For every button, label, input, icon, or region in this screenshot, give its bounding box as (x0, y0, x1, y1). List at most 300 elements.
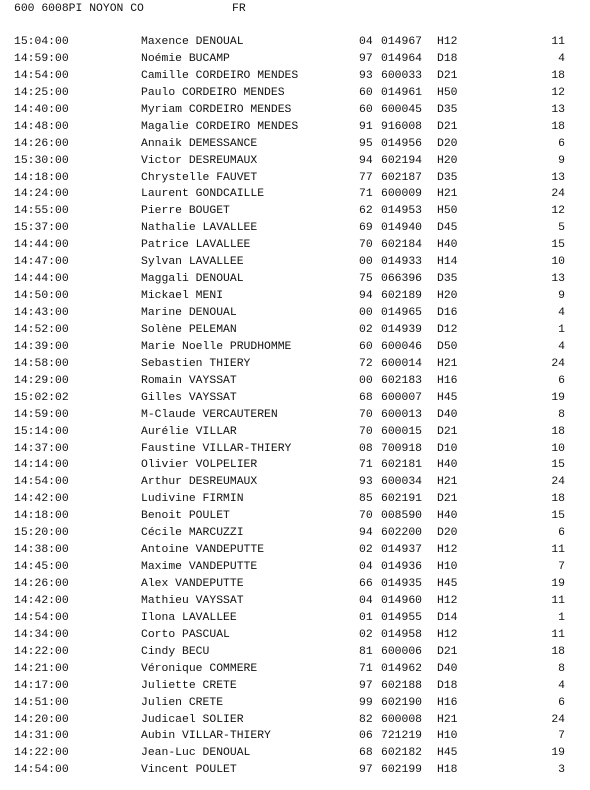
category-code: H14 (437, 256, 458, 269)
competitor-name: Antoine VANDEPUTTE (141, 544, 265, 557)
competitor-name: Solène PELEMAN (141, 323, 237, 336)
competitor-name: Marie Noelle PRUDHOMME (141, 340, 292, 353)
start-time: 15:30:00 (14, 154, 69, 167)
category-code: D21 (437, 493, 458, 506)
license-number: 721219 (381, 730, 423, 743)
category-code: H12 (437, 628, 458, 641)
category-code: D45 (437, 222, 458, 235)
points-value: 4 (558, 307, 565, 319)
license-number: 600015 (381, 425, 423, 438)
points-value: 11 (551, 628, 565, 641)
table-row (0, 762, 590, 779)
points-value: 6 (558, 696, 565, 709)
category-code: D40 (437, 408, 458, 421)
license-number: 602199 (381, 764, 423, 777)
license-number: 014935 (381, 578, 423, 590)
table-row (0, 203, 590, 220)
department-code: 62 (359, 205, 373, 218)
table-row (0, 424, 590, 441)
table-row (0, 85, 590, 102)
country-code: FR (232, 3, 246, 15)
points-value: 6 (558, 374, 565, 387)
start-time: 14:59:00 (14, 52, 69, 65)
start-time: 14:45:00 (14, 561, 69, 574)
table-row (0, 712, 590, 729)
competitor-name: Julien CRETE (141, 696, 224, 709)
competitor-name: Mathieu VAYSSAT (141, 594, 244, 607)
category-code: D21 (437, 645, 458, 658)
table-row (0, 678, 590, 695)
table-row (0, 102, 590, 119)
table-row (0, 322, 590, 339)
category-code: H20 (437, 154, 458, 167)
license-number: 700918 (381, 442, 423, 455)
license-number: 014965 (381, 307, 423, 319)
department-code: 00 (359, 307, 373, 319)
license-number: 014956 (381, 137, 423, 150)
club-code-name: 600 6008PI NOYON CO (14, 3, 144, 15)
start-time: 14:50:00 (14, 290, 69, 303)
category-code: H20 (437, 290, 458, 303)
license-number: 014933 (381, 256, 423, 269)
category-code: D20 (437, 137, 458, 150)
competitor-name: Myriam CORDEIRO MENDES (141, 103, 292, 116)
start-time: 14:59:00 (14, 408, 69, 421)
start-time: 15:14:00 (14, 425, 69, 438)
license-number: 014955 (381, 611, 423, 624)
table-row (0, 610, 590, 627)
table-row (0, 491, 590, 508)
department-code: 66 (359, 578, 373, 590)
department-code: 71 (359, 188, 373, 201)
category-code: D10 (437, 442, 458, 455)
points-value: 13 (551, 103, 565, 116)
points-value: 19 (551, 747, 565, 760)
department-code: 93 (359, 476, 373, 489)
table-row (0, 220, 590, 237)
table-row (0, 305, 590, 322)
table-row (0, 339, 590, 356)
table-row (0, 170, 590, 187)
license-number: 602194 (381, 154, 423, 167)
license-number: 602187 (381, 171, 423, 184)
category-code: H50 (437, 205, 458, 218)
start-time: 14:44:00 (14, 239, 69, 252)
start-time: 14:18:00 (14, 171, 69, 184)
points-value: 6 (558, 137, 565, 150)
license-number: 600013 (381, 408, 423, 421)
license-number: 600008 (381, 713, 423, 726)
competitor-name: Noémie BUCAMP (141, 52, 230, 65)
table-row (0, 457, 590, 474)
department-code: 69 (359, 222, 373, 235)
category-code: D21 (437, 425, 458, 438)
category-code: H18 (437, 764, 458, 777)
competitor-name: Sylvan LAVALLEE (141, 256, 244, 269)
category-code: H12 (437, 544, 458, 557)
points-value: 15 (551, 459, 565, 472)
start-time: 14:54:00 (14, 69, 69, 82)
results-table (0, 34, 590, 779)
category-code: D21 (437, 69, 458, 82)
points-value: 18 (551, 69, 565, 82)
license-number: 602200 (381, 527, 423, 540)
competitor-name: Cécile MARCUZZI (141, 527, 244, 540)
license-number: 602184 (381, 239, 423, 252)
table-row (0, 373, 590, 390)
points-value: 1 (558, 611, 565, 624)
category-code: D18 (437, 679, 458, 692)
license-number: 600046 (381, 340, 423, 353)
category-code: H12 (437, 36, 458, 48)
competitor-name: Magalie CORDEIRO MENDES (141, 120, 299, 133)
competitor-name: Ilona LAVALLEE (141, 611, 237, 624)
start-time: 14:26:00 (14, 578, 69, 590)
department-code: 06 (359, 730, 373, 743)
competitor-name: Camille CORDEIRO MENDES (141, 69, 299, 82)
department-code: 85 (359, 493, 373, 506)
competitor-name: Aubin VILLAR-THIERY (141, 730, 271, 743)
category-code: D35 (437, 273, 458, 286)
competitor-name: Sebastien THIERY (141, 357, 251, 370)
competitor-name: Aurélie VILLAR (141, 425, 237, 438)
table-row (0, 153, 590, 170)
points-value: 12 (551, 205, 565, 218)
table-row (0, 627, 590, 644)
department-code: 97 (359, 679, 373, 692)
competitor-name: Faustine VILLAR-THIERY (141, 442, 292, 455)
department-code: 77 (359, 171, 373, 184)
start-time: 14:22:00 (14, 645, 69, 658)
department-code: 04 (359, 36, 373, 48)
points-value: 18 (551, 645, 565, 658)
points-value: 18 (551, 493, 565, 506)
department-code: 94 (359, 154, 373, 167)
license-number: 014936 (381, 561, 423, 574)
points-value: 9 (558, 290, 565, 303)
category-code: D35 (437, 103, 458, 116)
department-code: 68 (359, 391, 373, 404)
club-header (14, 1, 246, 17)
category-code: H21 (437, 357, 458, 370)
license-number: 014958 (381, 628, 423, 641)
points-value: 4 (558, 52, 565, 65)
points-value: 4 (558, 679, 565, 692)
points-value: 11 (551, 36, 565, 48)
competitor-name: Paulo CORDEIRO MENDES (141, 86, 285, 99)
category-code: H40 (437, 459, 458, 472)
start-time: 14:39:00 (14, 340, 69, 353)
start-time: 14:51:00 (14, 696, 69, 709)
license-number: 014962 (381, 662, 423, 675)
competitor-name: M-Claude VERCAUTEREN (141, 408, 278, 421)
table-row (0, 356, 590, 373)
department-code: 94 (359, 290, 373, 303)
license-number: 600045 (381, 103, 423, 116)
category-code: H21 (437, 713, 458, 726)
table-row (0, 661, 590, 678)
license-number: 600007 (381, 391, 423, 404)
points-value: 15 (551, 239, 565, 252)
department-code: 82 (359, 713, 373, 726)
department-code: 71 (359, 662, 373, 675)
license-number: 014964 (381, 52, 423, 65)
competitor-name: Juliette CRETE (141, 679, 237, 692)
department-code: 01 (359, 611, 373, 624)
table-row (0, 644, 590, 661)
competitor-name: Marine DENOUAL (141, 307, 237, 319)
competitor-name: Maggali DENOUAL (141, 273, 244, 286)
table-row (0, 271, 590, 288)
competitor-name: Romain VAYSSAT (141, 374, 237, 387)
category-code: H45 (437, 747, 458, 760)
department-code: 95 (359, 137, 373, 150)
points-value: 12 (551, 86, 565, 99)
department-code: 70 (359, 239, 373, 252)
points-value: 1 (558, 323, 565, 336)
start-time: 14:44:00 (14, 273, 69, 286)
table-row (0, 119, 590, 136)
points-value: 11 (551, 544, 565, 557)
department-code: 75 (359, 273, 373, 286)
department-code: 91 (359, 120, 373, 133)
table-row (0, 745, 590, 762)
license-number: 600014 (381, 357, 423, 370)
license-number: 014953 (381, 205, 423, 218)
competitor-name: Cindy BECU (141, 645, 210, 658)
competitor-name: Mickael MENI (141, 290, 224, 303)
department-code: 97 (359, 52, 373, 65)
start-time: 14:22:00 (14, 747, 69, 760)
start-time: 14:54:00 (14, 476, 69, 489)
competitor-name: Gilles VAYSSAT (141, 391, 237, 404)
start-time: 14:20:00 (14, 713, 69, 726)
license-number: 014967 (381, 36, 423, 48)
competitor-name: Patrice LAVALLEE (141, 239, 251, 252)
start-time: 15:02:02 (14, 391, 69, 404)
department-code: 71 (359, 459, 373, 472)
competitor-name: Victor DESREUMAUX (141, 154, 258, 167)
category-code: H10 (437, 730, 458, 743)
table-row (0, 186, 590, 203)
department-code: 81 (359, 645, 373, 658)
license-number: 602191 (381, 493, 423, 506)
license-number: 600033 (381, 69, 423, 82)
start-time: 15:20:00 (14, 527, 69, 540)
points-value: 18 (551, 425, 565, 438)
department-code: 60 (359, 86, 373, 99)
competitor-name: Pierre BOUGET (141, 205, 230, 218)
table-row (0, 34, 590, 51)
license-number: 066396 (381, 273, 423, 286)
start-time: 14:26:00 (14, 137, 69, 150)
competitor-name: Jean-Luc DENOUAL (141, 747, 251, 760)
category-code: H16 (437, 696, 458, 709)
start-time: 14:34:00 (14, 628, 69, 641)
table-row (0, 728, 590, 745)
start-time: 14:58:00 (14, 357, 69, 370)
license-number: 602183 (381, 374, 423, 387)
category-code: H50 (437, 86, 458, 99)
license-number: 014961 (381, 86, 423, 99)
license-number: 600006 (381, 645, 423, 658)
competitor-name: Nathalie LAVALLEE (141, 222, 258, 235)
department-code: 02 (359, 544, 373, 557)
table-row (0, 508, 590, 525)
competitor-name: Maxime VANDEPUTTE (141, 561, 258, 574)
table-row (0, 288, 590, 305)
start-time: 14:38:00 (14, 544, 69, 557)
department-code: 08 (359, 442, 373, 455)
points-value: 3 (558, 764, 565, 777)
points-value: 13 (551, 171, 565, 184)
start-time: 14:54:00 (14, 764, 69, 777)
department-code: 04 (359, 594, 373, 607)
license-number: 602182 (381, 747, 423, 760)
competitor-name: Annaik DEMESSANCE (141, 137, 258, 150)
competitor-name: Olivier VOLPELIER (141, 459, 258, 472)
license-number: 602188 (381, 679, 423, 692)
start-time: 14:54:00 (14, 611, 69, 624)
category-code: D40 (437, 662, 458, 675)
license-number: 916008 (381, 120, 423, 133)
points-value: 4 (558, 340, 565, 353)
start-time: 14:47:00 (14, 256, 69, 269)
department-code: 94 (359, 527, 373, 540)
start-time: 14:25:00 (14, 86, 69, 99)
table-row (0, 441, 590, 458)
points-value: 7 (558, 730, 565, 743)
points-value: 9 (558, 154, 565, 167)
category-code: D20 (437, 527, 458, 540)
category-code: H16 (437, 374, 458, 387)
table-row (0, 254, 590, 271)
competitor-name: Alex VANDEPUTTE (141, 578, 244, 590)
table-row (0, 390, 590, 407)
department-code: 93 (359, 69, 373, 82)
start-time: 14:18:00 (14, 510, 69, 523)
competitor-name: Corto PASCUAL (141, 628, 230, 641)
points-value: 24 (551, 357, 565, 370)
license-number: 600034 (381, 476, 423, 489)
department-code: 70 (359, 425, 373, 438)
points-value: 24 (551, 476, 565, 489)
competitor-name: Ludivine FIRMIN (141, 493, 244, 506)
start-time: 14:31:00 (14, 730, 69, 743)
department-code: 04 (359, 561, 373, 574)
points-value: 6 (558, 527, 565, 540)
category-code: H40 (437, 510, 458, 523)
points-value: 11 (551, 594, 565, 607)
category-code: H21 (437, 188, 458, 201)
points-value: 10 (551, 256, 565, 269)
start-time: 14:37:00 (14, 442, 69, 455)
department-code: 72 (359, 357, 373, 370)
start-time: 14:40:00 (14, 103, 69, 116)
points-value: 18 (551, 120, 565, 133)
table-row (0, 576, 590, 593)
category-code: D18 (437, 52, 458, 65)
category-code: H10 (437, 561, 458, 574)
start-time: 15:04:00 (14, 36, 69, 48)
license-number: 014939 (381, 323, 423, 336)
competitor-name: Laurent GONDCAILLE (141, 188, 265, 201)
table-row (0, 474, 590, 491)
department-code: 02 (359, 628, 373, 641)
competitor-name: Vincent POULET (141, 764, 237, 777)
category-code: H45 (437, 578, 458, 590)
license-number: 602190 (381, 696, 423, 709)
table-row (0, 695, 590, 712)
points-value: 15 (551, 510, 565, 523)
table-row (0, 51, 590, 68)
start-time: 14:42:00 (14, 594, 69, 607)
table-row (0, 407, 590, 424)
start-time: 14:24:00 (14, 188, 69, 201)
competitor-name: Arthur DESREUMAUX (141, 476, 258, 489)
department-code: 60 (359, 340, 373, 353)
category-code: D35 (437, 171, 458, 184)
department-code: 60 (359, 103, 373, 116)
competitor-name: Judicael SOLIER (141, 713, 244, 726)
department-code: 70 (359, 510, 373, 523)
start-time: 14:55:00 (14, 205, 69, 218)
competitor-name: Maxence DENOUAL (141, 36, 244, 48)
start-time: 14:29:00 (14, 374, 69, 387)
category-code: D12 (437, 323, 458, 336)
table-row (0, 525, 590, 542)
category-code: D21 (437, 120, 458, 133)
category-code: H40 (437, 239, 458, 252)
license-number: 602189 (381, 290, 423, 303)
table-row (0, 559, 590, 576)
table-row (0, 136, 590, 153)
category-code: D16 (437, 307, 458, 319)
department-code: 00 (359, 256, 373, 269)
start-time: 14:17:00 (14, 679, 69, 692)
start-time: 14:52:00 (14, 323, 69, 336)
department-code: 99 (359, 696, 373, 709)
start-time: 15:37:00 (14, 222, 69, 235)
license-number: 014937 (381, 544, 423, 557)
department-code: 02 (359, 323, 373, 336)
table-row (0, 593, 590, 610)
department-code: 00 (359, 374, 373, 387)
competitor-name: Chrystelle FAUVET (141, 171, 258, 184)
points-value: 8 (558, 662, 565, 675)
category-code: H12 (437, 594, 458, 607)
category-code: D50 (437, 340, 458, 353)
category-code: H45 (437, 391, 458, 404)
points-value: 19 (551, 578, 565, 590)
license-number: 014960 (381, 594, 423, 607)
license-number: 014940 (381, 222, 423, 235)
table-row (0, 68, 590, 85)
start-time: 14:43:00 (14, 307, 69, 319)
license-number: 602181 (381, 459, 423, 472)
competitor-name: Benoit POULET (141, 510, 230, 523)
competitor-name: Véronique COMMERE (141, 662, 258, 675)
points-value: 8 (558, 408, 565, 421)
department-code: 70 (359, 408, 373, 421)
category-code: H21 (437, 476, 458, 489)
points-value: 13 (551, 273, 565, 286)
department-code: 97 (359, 764, 373, 777)
department-code: 68 (359, 747, 373, 760)
start-time: 14:14:00 (14, 459, 69, 472)
points-value: 24 (551, 713, 565, 726)
start-time: 14:48:00 (14, 120, 69, 133)
